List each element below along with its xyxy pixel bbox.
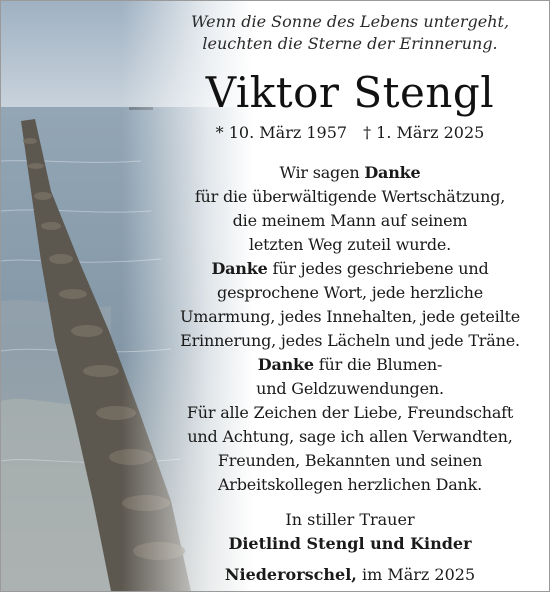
death-date: † 1. März 2025 xyxy=(363,123,485,142)
signature-block xyxy=(151,508,549,556)
text-line: Erinnerung, jedes Lächeln und jede Träne. xyxy=(180,331,520,350)
text-line: und Geldzuwendungen. xyxy=(256,379,444,398)
birth-date: * 10. März 1957 xyxy=(215,123,348,142)
text-line: gesprochene Wort, jede herzliche xyxy=(217,283,483,302)
text-line xyxy=(151,353,549,377)
text-line: die meinem Mann auf seinem xyxy=(232,211,468,230)
text-line: Für alle Zeichen der Liebe, Freundschaft xyxy=(186,403,514,422)
text-segment: für die Blumen- xyxy=(313,355,443,374)
notice-text xyxy=(151,1,549,591)
signature-names xyxy=(151,532,549,556)
notice-date: im März 2025 xyxy=(356,565,476,584)
deceased-name: Viktor Stengl xyxy=(205,68,495,117)
place-date xyxy=(151,563,549,587)
thanks-text xyxy=(151,161,549,497)
text-line: letzten Weg zuteil wurde. xyxy=(248,235,452,254)
motto-line-2: leuchten die Sterne der Erinnerung. xyxy=(202,34,498,53)
danke-emphasis: Danke xyxy=(211,259,268,278)
signature-intro: In stiller Trauer xyxy=(285,510,415,529)
life-dates xyxy=(151,122,549,144)
text-line: Freunden, Bekannten und seinen xyxy=(217,451,483,470)
text-segment: Wir sagen xyxy=(279,163,365,182)
mourner-names: Dietlind Stengl und Kinder xyxy=(228,534,472,553)
text-line: für die überwältigende Wertschätzung, xyxy=(194,187,506,206)
town-name: Niederorschel, xyxy=(224,565,357,584)
text-line: und Achtung, sage ich allen Verwandten, xyxy=(187,427,513,446)
text-segment: für jedes geschriebene und xyxy=(267,259,489,278)
danke-emphasis: Danke xyxy=(257,355,314,374)
motto-quote xyxy=(151,11,549,55)
text-line xyxy=(151,257,549,281)
motto-line-1: Wenn die Sonne des Lebens untergeht, xyxy=(190,12,510,31)
text-line: Arbeitskollegen herzlichen Dank. xyxy=(217,475,483,494)
text-line xyxy=(151,161,549,185)
danke-emphasis: Danke xyxy=(364,163,421,182)
text-line: Umarmung, jedes Innehalten, jede geteilte xyxy=(180,307,520,326)
